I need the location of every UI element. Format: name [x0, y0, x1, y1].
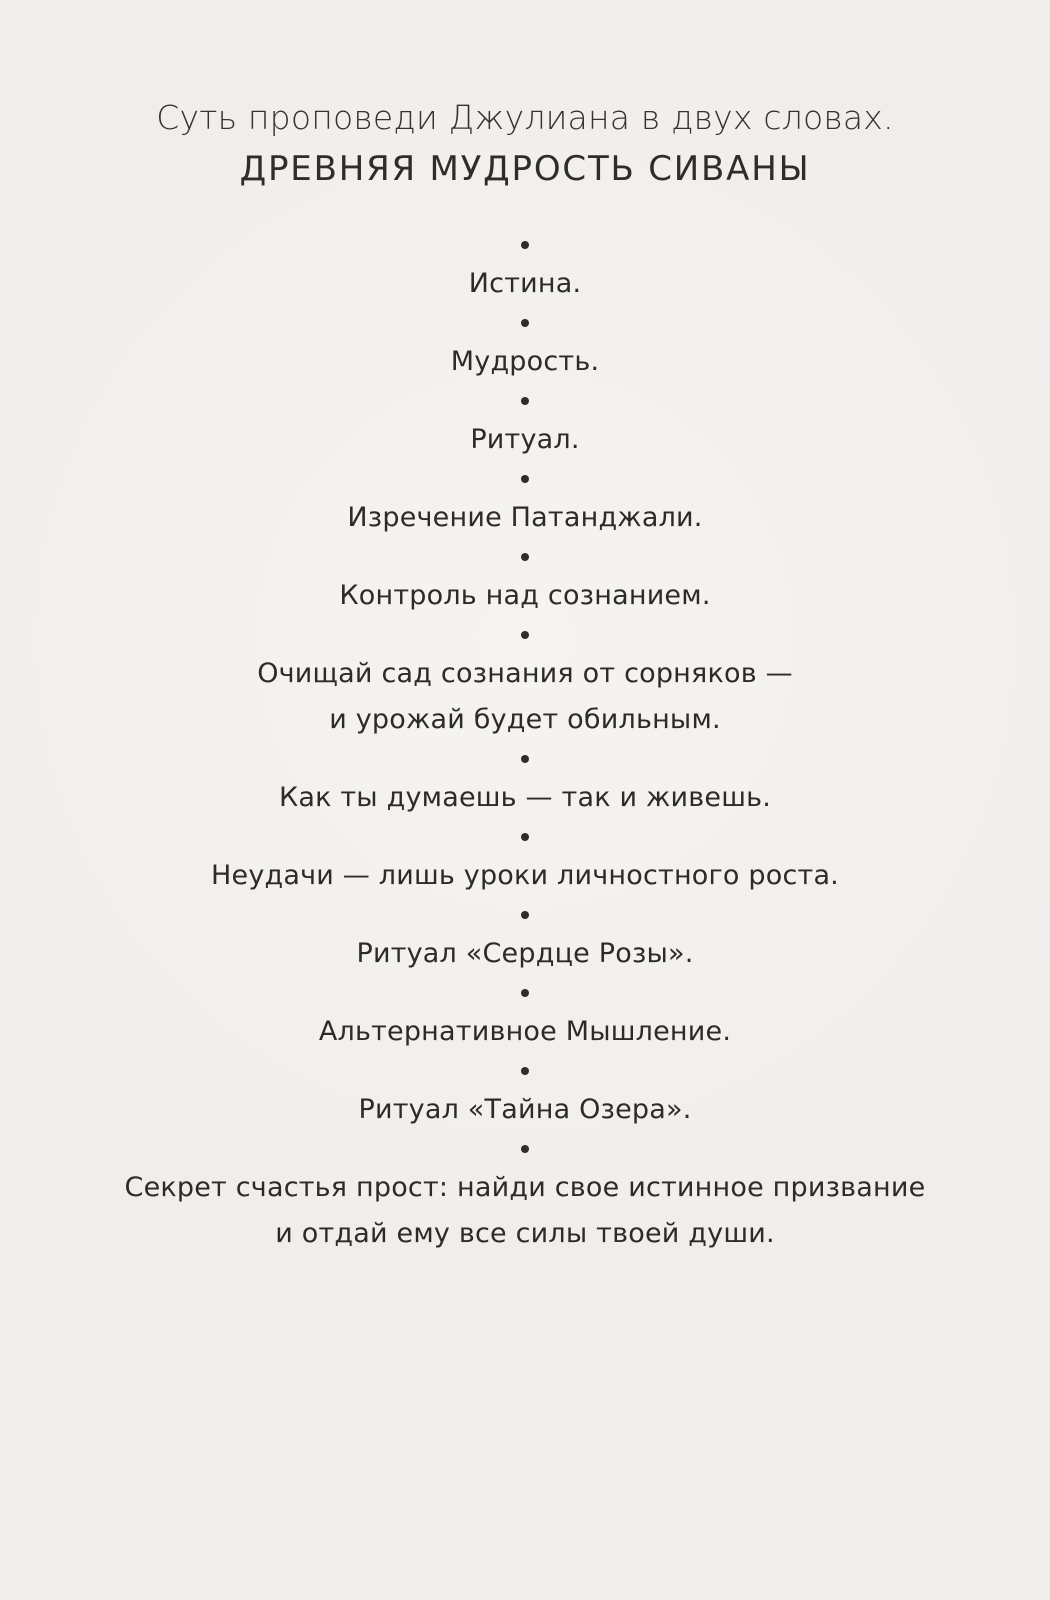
list-item [0, 743, 1050, 821]
list-item-text: Очищай сад сознания от сорняков — [257, 658, 793, 689]
list-item [0, 463, 1050, 541]
list-item-text: Как ты думаешь — так и живешь. [278, 782, 772, 813]
list-item-text: Неудачи — лишь уроки личностного роста. [211, 860, 839, 891]
list-item-text: и отдай ему все силы твоей души. [275, 1218, 775, 1249]
list-item-text: Ритуал «Сердце Розы». [356, 938, 694, 969]
bullet-icon [521, 241, 529, 249]
bullet-icon [521, 1145, 529, 1153]
list-item-text: Изречение Патанджали. [347, 502, 703, 533]
bullet-icon [521, 319, 529, 327]
bullet-icon [521, 911, 529, 919]
bullet-icon [521, 989, 529, 997]
list-item [0, 541, 1050, 619]
bullet-icon [521, 553, 529, 561]
list-item-text: и урожай будет обильным. [329, 704, 721, 735]
page-title: ДРЕВНЯЯ МУДРОСТЬ СИВАНЫ [239, 149, 811, 189]
bullet-icon [521, 755, 529, 763]
list-item [0, 307, 1050, 385]
list-item [0, 821, 1050, 899]
list-item-text: Ритуал. [470, 424, 580, 455]
list-item [0, 977, 1050, 1055]
list-item-text: Мудрость. [450, 346, 600, 377]
list-item-text: Контроль над сознанием. [339, 580, 711, 611]
bullet-icon [521, 1067, 529, 1075]
wisdom-list [0, 241, 1050, 1257]
list-item [0, 619, 1050, 743]
page-subtitle: Суть проповеди Джулиана в двух словах. [156, 98, 894, 137]
list-item-text: Секрет счастья прост: найди свое истинное призвание [124, 1172, 926, 1203]
list-item [0, 241, 1050, 307]
bullet-icon [521, 833, 529, 841]
list-item-text: Альтернативное Мышление. [318, 1016, 732, 1047]
bullet-icon [521, 397, 529, 405]
list-item-text: Истина. [468, 268, 582, 299]
list-item-text: Ритуал «Тайна Озера». [358, 1094, 692, 1125]
list-item [0, 899, 1050, 977]
bullet-icon [521, 475, 529, 483]
list-item [0, 385, 1050, 463]
list-item [0, 1133, 1050, 1257]
list-item [0, 1055, 1050, 1133]
bullet-icon [521, 631, 529, 639]
